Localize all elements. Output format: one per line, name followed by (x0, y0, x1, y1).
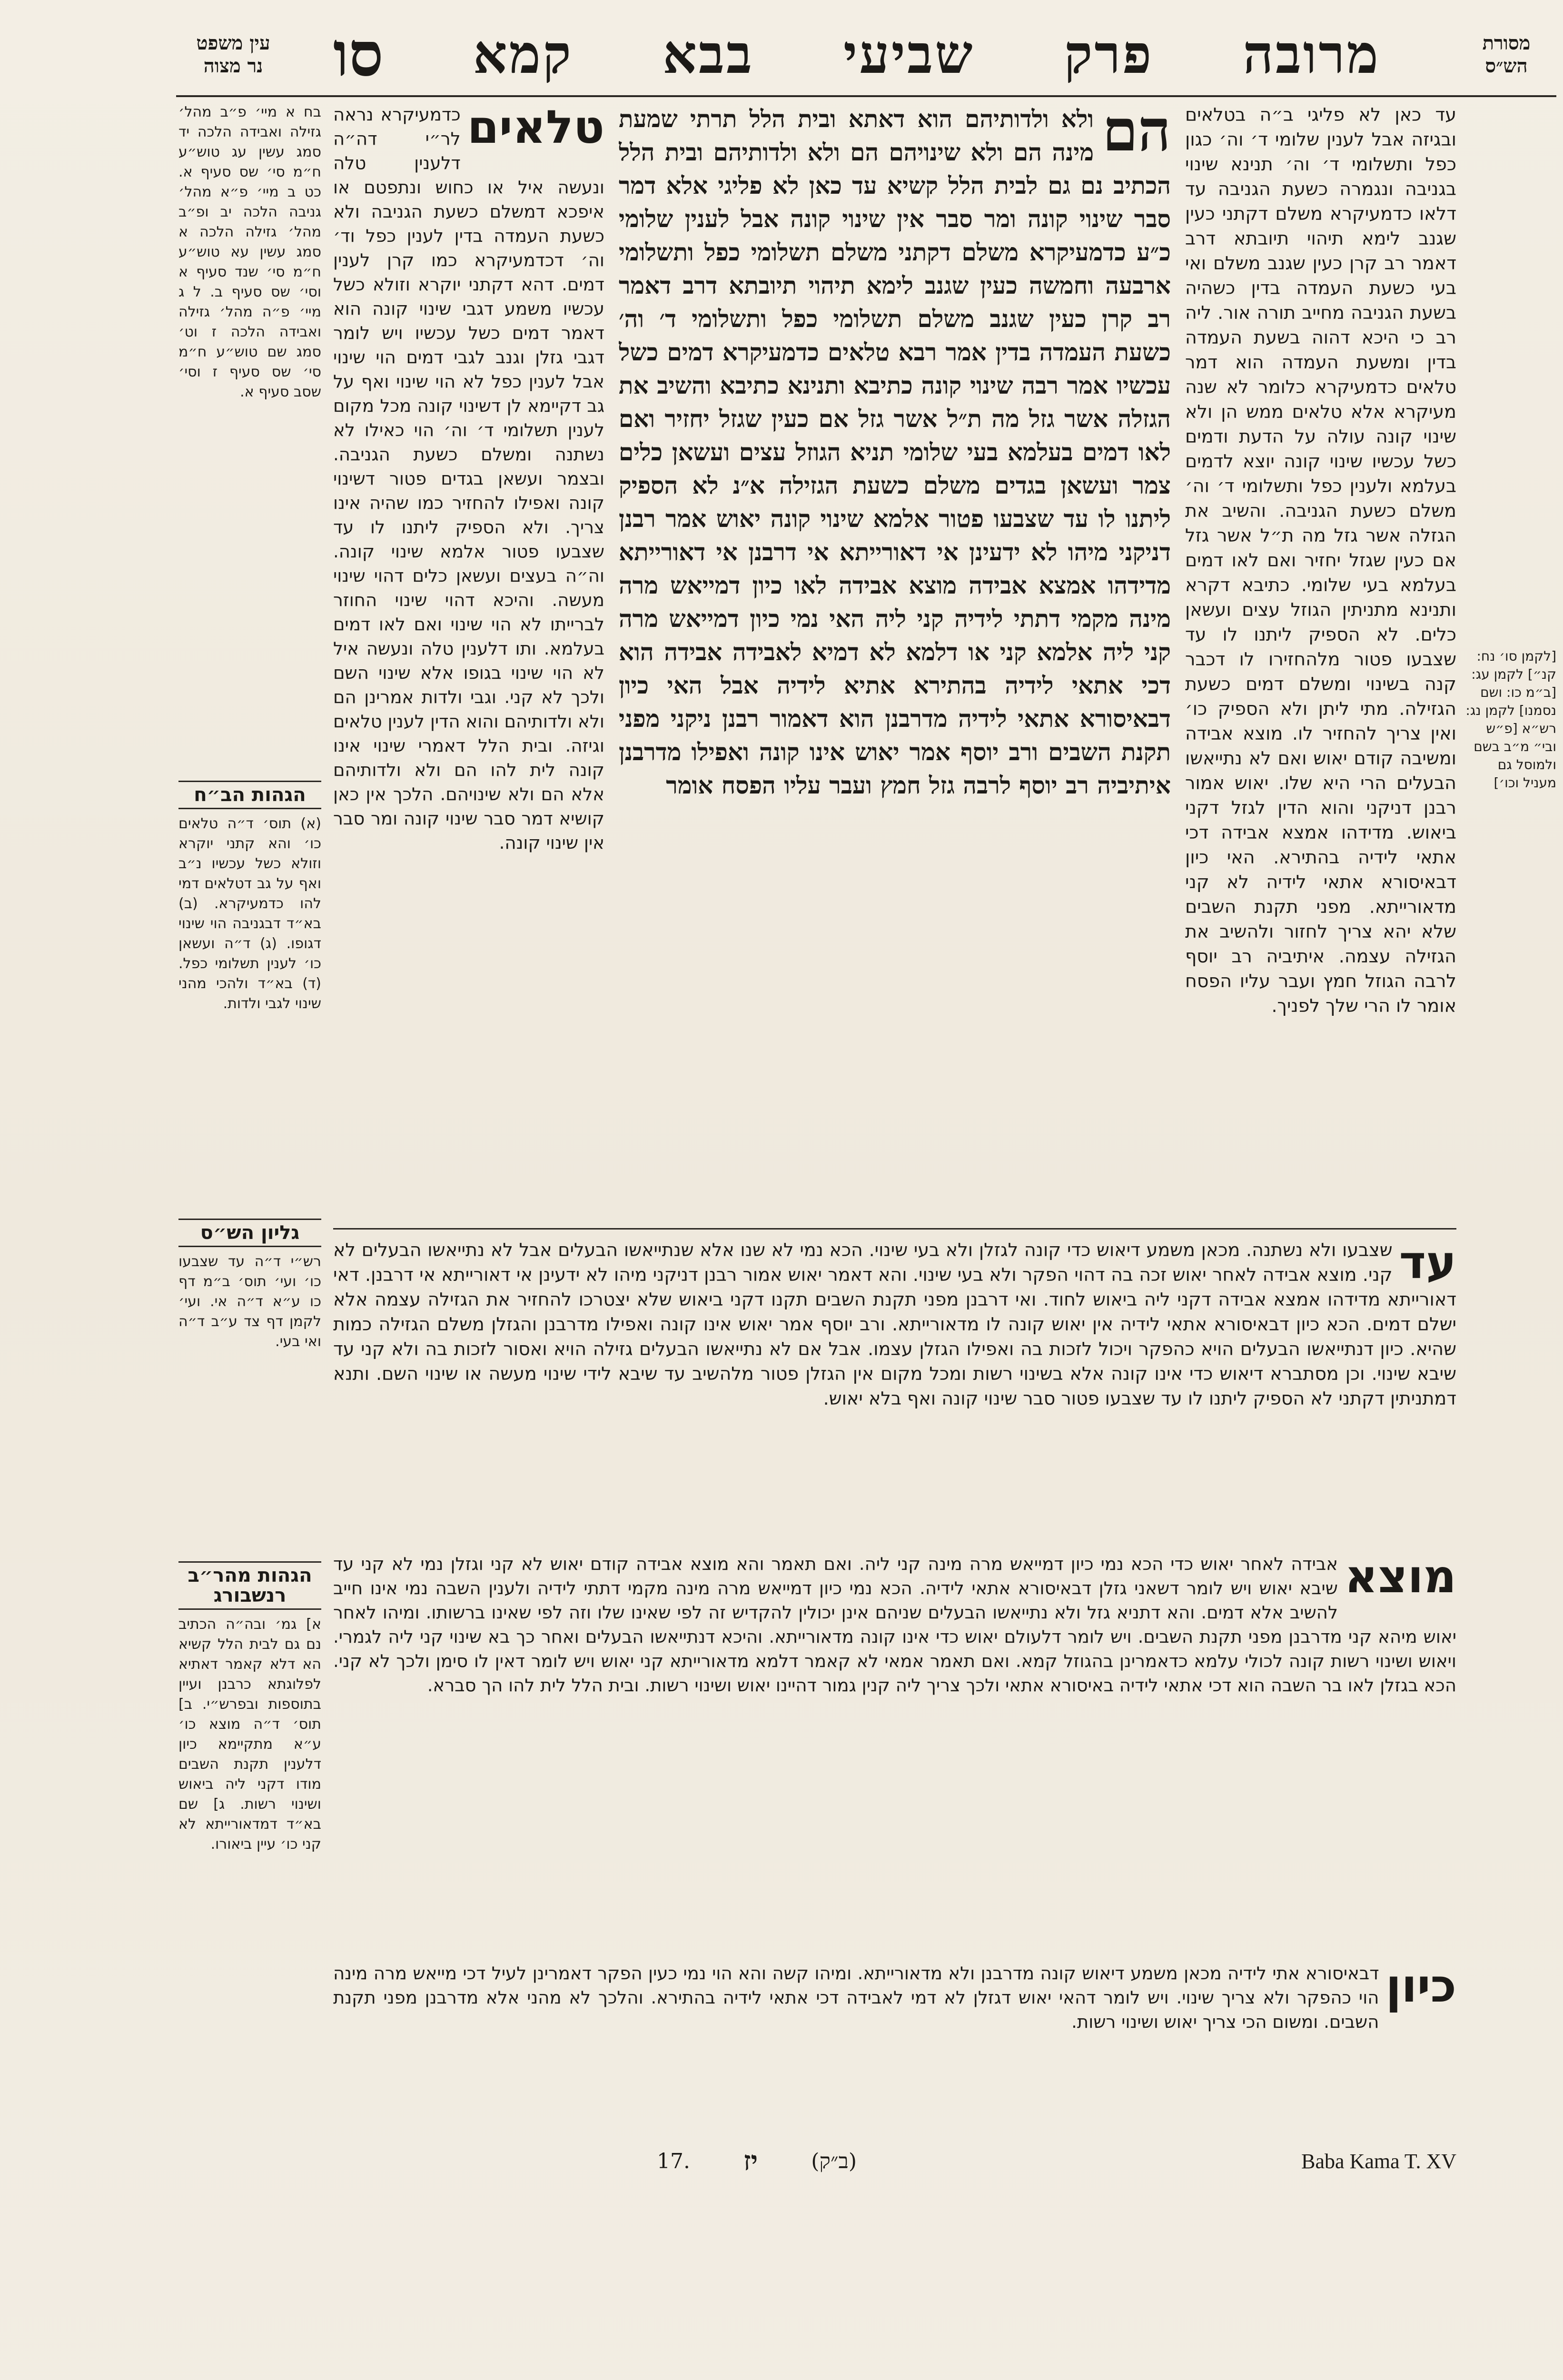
ner-mitzvah-label: נר מצוה (203, 55, 263, 77)
gilyon-hashas-text: רש״י ד״ה עד שצבעו כו׳ ועי׳ תוס׳ ב״מ דף כו ע״א ד״ה אי. ועי׳ לקמן דף צד ע״ב ד״ה ואי בעי. (178, 1253, 321, 1350)
header-tractate-1: בבא (663, 23, 754, 86)
footer-page-number: 17. (657, 2149, 690, 2173)
rashi-text: עד כאן לא פליגי ב״ה בטלאים ובגיזה אבל לענין שלומי ד׳ וה׳ כגון כפל ותשלומי ד׳ וה׳ תנינא שינוי בגניבה ונגמרה כשעת הגניבה עד דלאו כדמעיקרא משלם דקתני כעין שגנב לימא תיהוי תיובתא דרב דאמר רב קרן כעין שגנב משלם ואי בעי כשעת העמדה בדין כשהיה בשעת הגניבה מחייב תורה אור. ליה רב כי היכא דהוה בשעת העמדה בדין ומשעת העמדה הוא דמר טלאים כדמעיקרא כלומר לא שנה מעיקרא אלא טלאים ממש הן ולא שינוי קונה עולה על הדעת ודמים כשל עכשיו שינוי קונה יוצא לדמים בעלמא ולענין כפל ותשלומי ד׳ וה׳ משלם כשעת הגניבה. והשיב את הגזלה אשר גזל מה ת״ל אשר גזל אם כעין שגזל יחזיר ואם לאו דמים בעלמא בעי שלומי. כתיבא דקרא ותנינא מתניתין הגוזל עצים ועשאן כלים. לא הספיק ליתנו לו עד שצבעו פטור מלהחזירו לו דכבר קנה בשינוי ומשלם דמים כשעת הגזילה. מתי ליתן ולא הספיק כו׳ ואין צריך להחזיר לו. מוצא אבידה ומשיבה קודם יאוש ואם לא נתייאשו הבעלים הרי היא שלו. יאוש אמור רבנן דניקני והוא הדין לגזל דקני ביאוש. מדידהו אמצא אבידה דכי אתאי לידיה בהתירא. האי כיון דבאיסורא אתאי לידיה לא קני מדאורייתא. מפני תקנת השבים שלא יהא צריך לחזור ולהשיב את הגזילה עצמה. איתיביה רב יוסף לרבה הגוזל חמץ ועבר עליו הפסח אומר לו הרי שלך לפניך. (1185, 104, 1456, 1016)
hagahot-habach-text: (א) תוס׳ ד״ה טלאים כו׳ והא קתני יוקרא וזולא כשל עכשיו נ״ב ואף על גב דטלאים דמי להו כדמעיקרא. (ב) בא״ד דבגניבה הוי שינוי דגופו. (ג) ד״ה ועשאן כו׳ לענין תשלומי כפל. (ד) בא״ד ולהכי מהני שינוי לגבי ולדות. (178, 815, 321, 1012)
gemara-opening-word: הם (1102, 102, 1171, 164)
header-word-3: שביעי (843, 23, 975, 86)
tosafot-opening-word: טלאים (467, 102, 604, 154)
bottom-rashi-block (333, 1238, 1456, 1542)
folio-footer (657, 2147, 857, 2175)
hashas-label: הש״ס (1485, 55, 1528, 77)
header-tractate-2: קמא (473, 23, 573, 86)
footer-edition: Baba Kama T. XV (1301, 2149, 1456, 2173)
ein-mishpat-header (181, 19, 286, 90)
tosafot-text: כדמעיקרא נראה לר״י דה״ה דלענין טלה ונעשה איל או כחוש ונתפטם או איפכא דמשלם כשעת הגניבה ולא כשעת העמדה בדין לענין כפל וד׳ וה׳ דכדמעיקרא כמו קרן לענין דמים. דהא דקתני יוקרא וזולא כשל עכשיו משמע דגבי שינוי קונה הוא דאמר דמים כשל עכשיו ויש לומר דגבי גזלן וגנב לגבי דמים הוי שינוי אבל לענין כפל לא הוי שינוי ואף על גב דקיימא לן דשינוי קונה מכל מקום לענין תשלומי ד׳ וה׳ הוי כאילו לא נשתנה ומשלם כשעת הגניבה. ובצמר ועשאן בגדים פטור דשינוי קונה ואפילו להחזיר כמו שהיה אינו צריך. ולא הספיק ליתנו לו עד שצבעו פטור אלמא שינוי קונה. וה״ה בעצים ועשאן כלים דהוי שינוי מעשה. והיכא דהוי שינוי החוזר לברייתו לא הוי שינוי ואם לאו דמים בעלמא. ותו דלענין טלה ונעשה איל לא הוי שינוי בגופו אלא שינוי השם ולכך לא קני. וגבי ולדות אמרינן הם ולא ולדותיהם והוא הדין לענין טלאים וגיזה. ובית הלל דאמרי שינוי אינו קונה לית להו הם ולא ולדותיהם אלא הם ולא שינויהם. הלכך אין כאן קושיא דמר סבר שינוי קונה ומר סבר אין שינוי קונה. (333, 104, 604, 853)
masoret-label: מסורת (1482, 32, 1531, 54)
rashi-column (1185, 102, 1456, 1216)
gemara-column (619, 102, 1171, 1216)
last-block-dibbur: כיון (1385, 1961, 1456, 2013)
running-header (333, 19, 1380, 90)
ein-mishpat-text: בח א מיי׳ פ״ב מהל׳ גזילה ואבידה הלכה יד סמג עשין עג טוש״ע ח״מ סי׳ שס סעיף א. כט ב מיי׳ פ״א מהל׳ גניבה הלכה יב ופ״ב מהל׳ גזילה הלכה א סמג עשין עא טוש״ע ח״מ סי׳ שנד סעיף א וסי׳ שס סעיף ב. ל ג מיי׳ פ״ה מהל׳ גזילה ואבידה הלכה ז וט׳ סמג שם טוש״ע ח״מ סי׳ שס סעיף ז וסי׳ שסב סעיף א. (178, 104, 321, 400)
header-word-2: פרק (1064, 23, 1154, 86)
hagahot-maharab-box (178, 1561, 321, 1990)
footer-folio-hebrew: יז (743, 2145, 758, 2177)
hagahot-habach-title: הגהות הב״ח (178, 781, 321, 809)
ein-mishpat-label: עין משפט (196, 32, 270, 54)
header-word-1: מרובה (1243, 23, 1380, 86)
header-folio: סו (333, 19, 384, 90)
edition-footer (1209, 2147, 1456, 2175)
ein-mishpat-column (178, 102, 321, 474)
masoret-header (1461, 19, 1552, 90)
last-commentary-block (333, 1961, 1456, 2137)
masoret-hashas-column (1461, 647, 1556, 1361)
bottom-tosafot-dibbur: מוצא (1345, 1552, 1456, 1603)
masoret-hashas-text: [לקמן סו׳ נח: קנ״] לקמן עג: [ב״מ כו: ושם נסמנו] לקמן נג: רש״א [פ״ש ובי״ מ״ב בשם ולמוסל גם מעניל וכו׳] (1465, 648, 1556, 791)
last-block-text: דבאיסורא אתי לידיה מכאן משמע דיאוש קונה מדרבנן ולא מדאורייתא. ומיהו קשה והא הוי נמי כעין הפקר דאמרינן לעיל דכי מייאש מרה מינה הוי כהפקר ולא צריך שינוי. ויש לומר דהאי יאוש דגזלן לא דמי לאבידה דכי אתאי לידיה בהתירא. והלכך לא מהני אלא מדרבנן מפני תקנת השבים. ומשום הכי צריך יאוש ושינוי רשות. (333, 1963, 1379, 2032)
header-rule (176, 95, 1556, 97)
tosafot-column (333, 102, 604, 1216)
bottom-rashi-text: שצבעו ולא נשתנה. מכאן משמע דיאוש כדי קונה לגזלן ולא בעי שינוי. הכא נמי לא שנו אלא שנתייאשו הבעלים אבל לא נתייאשו הבעלים לא קני. מוצא אבידה לאחר יאוש זכה בה דהוי הפקר ולא בעי שינוי. והא דאמר יאוש אמור רבנן דניקני מיהו לא ידעינן אי דאורייתא אי דרבנן. דאי דאורייתא מדידהו אמצא אבידה דקני ליה ביאוש לחוד. ואי דרבנן מפני תקנת השבים תקנו דקני ביאוש שלא יצטרכו להחזיר את הגזילה עצמה אלא ישלם דמים. הכא כיון דבאיסורא אתאי לידיה אין יאוש קונה לו מדאורייתא. ורב יוסף אמר יאוש אינו קונה ואפילו מדרבנן והגזלן משלם הגזילה כמות שהיא. כיון דנתייאשו הבעלים הויא כהפקר ויכול לזכות בה ואפילו הגזלן עצמו. אבל אם לא נתייאשו הבעלים גזילה הויא ואסור לזכות בה ולא קני עד שיבא שינוי. וכן מסתברא דיאוש כדי אינו קונה אלא בשינוי רשות ומכל מקום אין הגזלן פטור מלהשיב עד שיבא לידי שינוי מעשה או שינוי השם. ותנא דמתניתין דקתני לא הספיק ליתנו לו עד שצבעו פטור סבר שינוי קונה ואף בלא יאוש. (333, 1240, 1456, 1409)
gilyon-hashas-title: גליון הש״ס (178, 1219, 321, 1247)
bottom-tosafot-text: אבידה לאחר יאוש כדי הכא נמי כיון דמייאש מרה מינה קני ליה. ואם תאמר והא מוצא אבידה קודם יאוש לא קני וגזלן נמי לא קני עד שיבא יאוש ויש לומר דשאני גזלן דבאיסורא אתאי לידיה. הכא נמי כיון דמייאש מרה מינה מקמי דתתי לידיה ולענין השבה נמי אינו חייב להשיב אלא דמים. והא דתניא גזל ולא נתייאשו הבעלים שניהם אינן יכולין להקדיש זה לפי שאינו שלו וזה לפי שאינו ברשותו. ומיהו לאחר יאוש מיהא קני מדרבנן מפני תקנת השבים. ויש לומר דלעולם יאוש כדי אינו קונה מדאורייתא. והיכא דנתייאשו הבעלים ואחר כך בא שינוי קני ליה לגמרי. ויאוש ושינוי רשות קונה לכולי עלמא כדאמרינן בהגוזל קמא. ואם תאמר אמאי לא קאמר דלמא מדאורייתא קני יאוש ויש לומר דאין לו סימן ולכך לא קני. הכא בגזלן לאו בר השבה הוא דכי אתאי לידיה באיסורא אתאי ולכך צריך ליה קנין גמור דהיינו יאוש ושינוי רשות. ובית הלל לית להו הך סברא. (333, 1554, 1456, 1696)
gemara-text: ולא ולדותיהם הוא דאתא ובית הלל תרתי שמעת מינה הם ולא שינויהם הם ולא ולדותיהם ובית הלל הכתיב נם גם לבית הלל קשיא עד כאן לא פליגי אלא דמר סבר שינוי קונה ומר סבר אין שינוי קונה אבל לענין שלומי כ״ע כדמעיקרא משלם דקתני משלם תשלומי כפל ותשלומי ארבעה וחמשה כעין שגנב לימא תיהוי תיובתא דרב דאמר רב קרן כעין שגנב משלם תשלומי כפל ותשלומי ד׳ וה׳ כשעת העמדה בדין אמר רבא טלאים כדמעיקרא דמים כשל עכשיו אמר רבה שינוי קונה כתיבא ותנינא כתיבא והשיב את הגזלה אשר גזל מה ת״ל אשר גזל אם כעין שגזל יחזיר ואם לאו דמים בעלמא בעי שלומי תניא הגוזל עצים ועשאן כלים צמר ועשאן בגדים משלם כשעת הגזילה א״נ לא הספיק ליתנו לו עד שצבעו פטור אלמא שינוי קונה יאוש אמר רבנן דניקני מיהו לא ידעינן אי דאורייתא אי דרבנן אי דאורייתא מדידהו אמצא אבידה מוצא אבידה לאו כיון דמייאש מרה מינה מקמי דתתי לידיה קני ליה האי נמי כיון דמייאש מרה קני ליה אלמא קני או דלמא לא דמיא לאבידה אבידה הוא דכי אתאי לידיה בהתירא אתיא לידיה אבל האי כיון דבאיסורא אתאי לידיה מדרבנן הוא דאמור רבנן ניקני מפני תקנת השבים ורב יוסף אמר יאוש אינו קונה ואפילו מדרבנן איתיביה רב יוסף לרבה גזל חמץ ועבר עליו הפסח אומר (619, 105, 1171, 799)
gilyon-hashas-box (178, 1219, 321, 1552)
hagahot-maharab-title: הגהות מהר״ב רנשבורג (178, 1561, 321, 1610)
bottom-rashi-dibbur: עד (1399, 1238, 1456, 1289)
lower-rule-1 (333, 1228, 1456, 1230)
bottom-tosafot-block (333, 1552, 1456, 1952)
footer-folio-label: (ב״ק) (811, 2149, 857, 2173)
hagahot-habach-box (178, 781, 321, 1209)
hagahot-maharab-text: א] גמ׳ ובה״ה הכתיב נם גם לבית הלל קשיא הא דלא קאמר דאתיא לפלוגתא כרבנן ועיין בתוספות ובפרש״י. ב] תוס׳ ד״ה מוצא כו׳ ע״א מתקיימא כיון דלענין תקנת השבים מודו דקני ליה ביאוש ושינוי רשות. ג] שם בא״ד דמדאורייתא לא קני כו׳ עיין ביאורו. (178, 1616, 321, 1853)
